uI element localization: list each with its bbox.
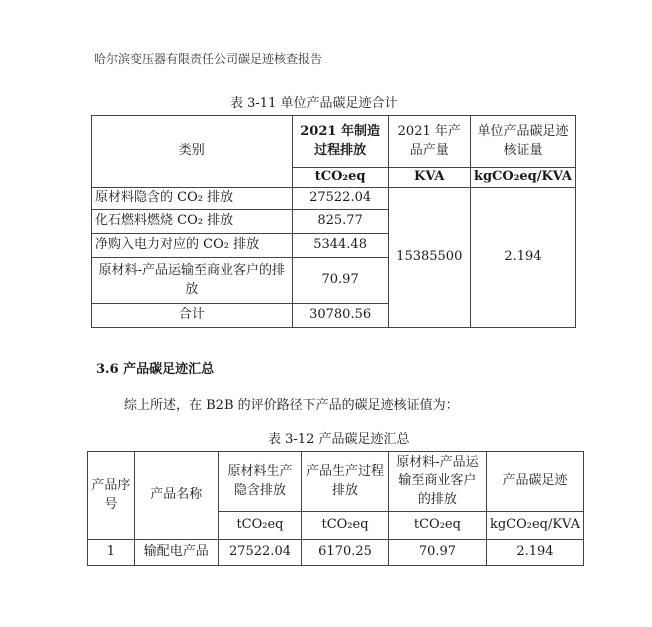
cell-raw: 27522.04 — [218, 540, 301, 566]
cell-footprint: 2.194 — [486, 540, 583, 566]
unit-transport: tCO₂eq — [388, 512, 486, 540]
output-value: 15385500 — [388, 188, 470, 328]
table-row — [88, 540, 584, 566]
header-name: 产品名称 — [134, 452, 218, 540]
header-process-emission: 2021 年制造过程排放 — [292, 116, 388, 168]
cell-process: 6170.25 — [302, 540, 389, 566]
unit-output: KVA — [388, 168, 470, 188]
header-output: 2021 年产品产量 — [388, 116, 470, 168]
product-footprint-table — [87, 451, 584, 566]
table1-caption: 表 3-11 单位产品碳足迹合计 — [230, 96, 398, 111]
footprint-value: 2.194 — [470, 188, 575, 328]
unit-footprint: kgCO₂eq/KVA — [470, 168, 575, 188]
header-seq: 产品序号 — [88, 452, 135, 540]
row-value: 5344.48 — [292, 234, 388, 258]
total-label: 合计 — [92, 304, 293, 328]
row-label: 化石燃料燃烧 CO₂ 排放 — [92, 210, 293, 234]
unit-footprint-table — [91, 115, 576, 328]
unit-process: tCO₂eq — [292, 168, 388, 188]
page-header: 哈尔滨变压器有限责任公司碳足迹核查报告 — [94, 52, 323, 66]
unit-footprint: kgCO₂eq/KVA — [486, 512, 583, 540]
cell-transport: 70.97 — [388, 540, 486, 566]
row-label: 原材料隐含的 CO₂ 排放 — [92, 188, 293, 210]
section-text: 综上所述，在 B2B 的评价路径下产品的碳足迹核证值为： — [124, 398, 459, 413]
row-value: 70.97 — [292, 258, 388, 304]
row-value: 27522.04 — [292, 188, 388, 210]
row-value: 825.77 — [292, 210, 388, 234]
cell-seq: 1 — [88, 540, 135, 566]
unit-process: tCO₂eq — [302, 512, 389, 540]
header-category: 类别 — [92, 116, 293, 188]
header-unit-footprint: 单位产品碳足迹核证量 — [470, 116, 575, 168]
header-transport: 原材料-产品运输至商业客户的排放 — [388, 452, 486, 512]
total-value: 30780.56 — [292, 304, 388, 328]
header-footprint: 产品碳足迹 — [486, 452, 583, 512]
unit-raw: tCO₂eq — [218, 512, 301, 540]
section-title: 3.6 产品碳足迹汇总 — [96, 362, 215, 377]
row-label: 原材料-产品运输至商业客户的排放 — [92, 258, 293, 304]
table2-caption: 表 3-12 产品碳足迹汇总 — [268, 432, 410, 447]
header-process: 产品生产过程排放 — [302, 452, 389, 512]
cell-name: 输配电产品 — [134, 540, 218, 566]
row-label: 净购入电力对应的 CO₂ 排放 — [92, 234, 293, 258]
header-raw: 原材料生产隐含排放 — [218, 452, 301, 512]
